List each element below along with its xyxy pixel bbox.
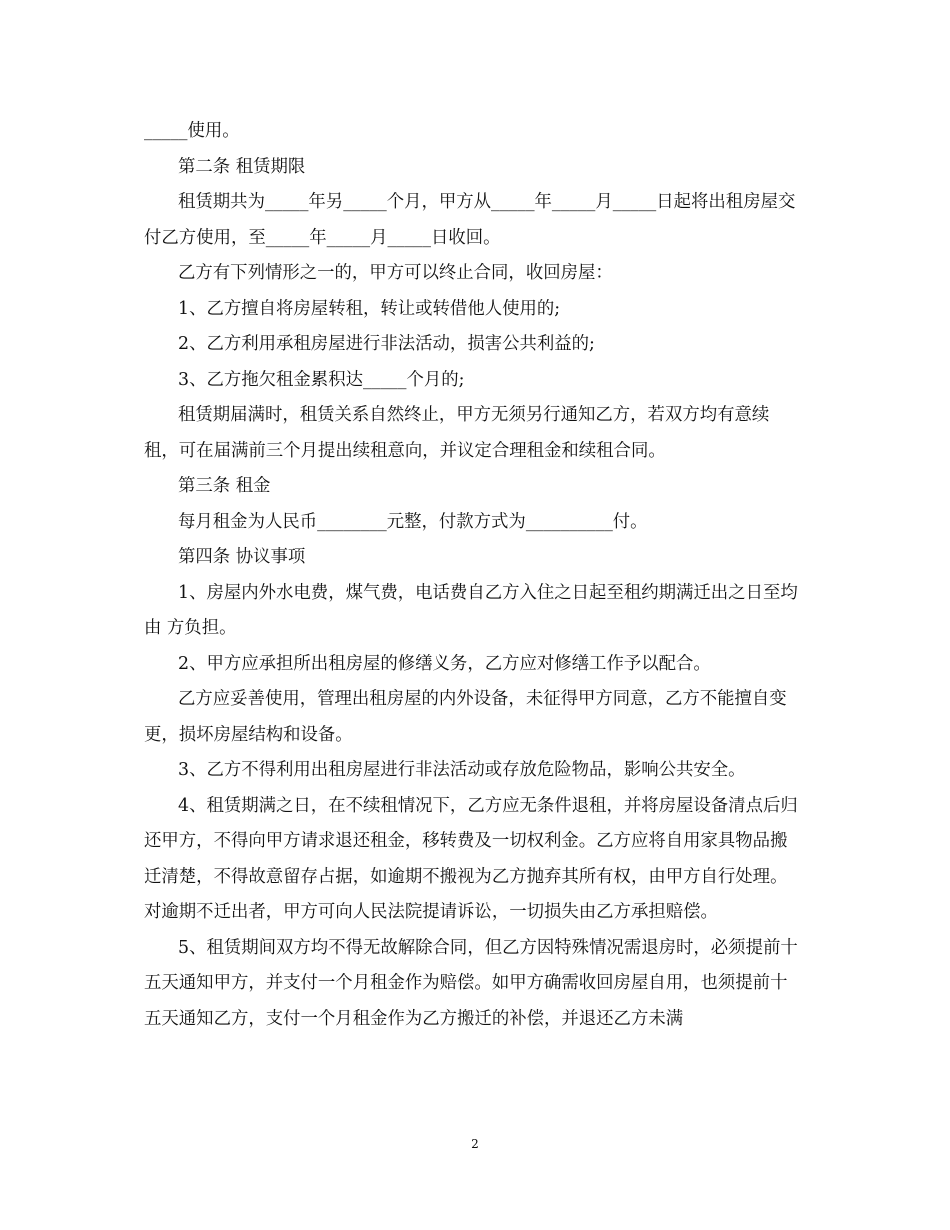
paragraph-1: _____使用。 [144, 121, 240, 141]
section-heading-article-2: 第二条 租赁期限 [178, 156, 306, 177]
paragraph-termination-conditions: 乙方有下列情形之一的，甲方可以终止合同，收回房屋： [178, 263, 613, 283]
list-item-termination-2: 2、乙方利用承租房屋进行非法活动，损害公共利益的; [178, 334, 595, 354]
list-item-agreement-2: 2、甲方应承担所出租房屋的修缮义务，乙方应对修缮工作予以配合。 [178, 653, 711, 674]
list-item-termination-1: 1、乙方擅自将房屋转租，转让或转借他人使用的; [178, 298, 561, 319]
document-body [144, 114, 804, 1037]
list-item-agreement-3: 3、乙方不得利用出租房屋进行非法活动或存放危险物品，影响公共安全。 [178, 760, 746, 780]
paragraph-lease-expiry: 租赁期届满时，租赁关系自然终止，甲方无须另行通知乙方，若双方均有意续租，可在届满前三个月提出续租意向，并议定合理租金和续租合同。 [144, 405, 770, 461]
paragraph-rent-amount: 每月租金为人民币________元整，付款方式为__________付。 [178, 511, 648, 532]
list-item-agreement-5: 5、租赁期间双方均不得无故解除合同，但乙方因特殊情况需退房时，必须提前十五天通知甲方，并支付一个月租金作为赔偿。如甲方确需收回房屋自用，也须提前十五天通知乙方，支付一个月租金作为乙方搬迁的补偿，并退还乙方未满 [144, 937, 798, 1029]
section-heading-article-4: 第四条 协议事项 [178, 547, 306, 567]
section-heading-article-3: 第三条 租金 [178, 476, 271, 496]
list-item-agreement-4: 4、租赁期满之日，在不续租情况下，乙方应无条件退租，并将房屋设备清点后归还甲方，不得向甲方请求退还租金，移转费及一切权利金。乙方应将自用家具物品搬迁清楚，不得故意留存占据，如逾期不搬视为乙方抛弃其所有权，由甲方自行处理。对逾期不迁出者，甲方可向人民法院提请诉讼，一切损失由乙方承担赔偿。 [144, 795, 798, 922]
page-number: 2 [471, 1137, 479, 1151]
list-item-agreement-1: 1、房屋内外水电费，煤气费，电话费自乙方入住之日起至租约期满迁出之日至均由 方负担。 [144, 582, 798, 638]
list-item-termination-3: 3、乙方拖欠租金累积达_____个月的; [178, 369, 465, 390]
paragraph-equipment-use: 乙方应妥善使用，管理出租房屋的内外设备，未征得甲方同意，乙方不能擅自变更，损坏房屋结构和设备。 [144, 689, 787, 745]
paragraph-lease-term: 租赁期共为_____年另_____个月，甲方从_____年_____月_____日起将出租房屋交付乙方使用，至_____年_____月_____日收回。 [144, 192, 796, 248]
